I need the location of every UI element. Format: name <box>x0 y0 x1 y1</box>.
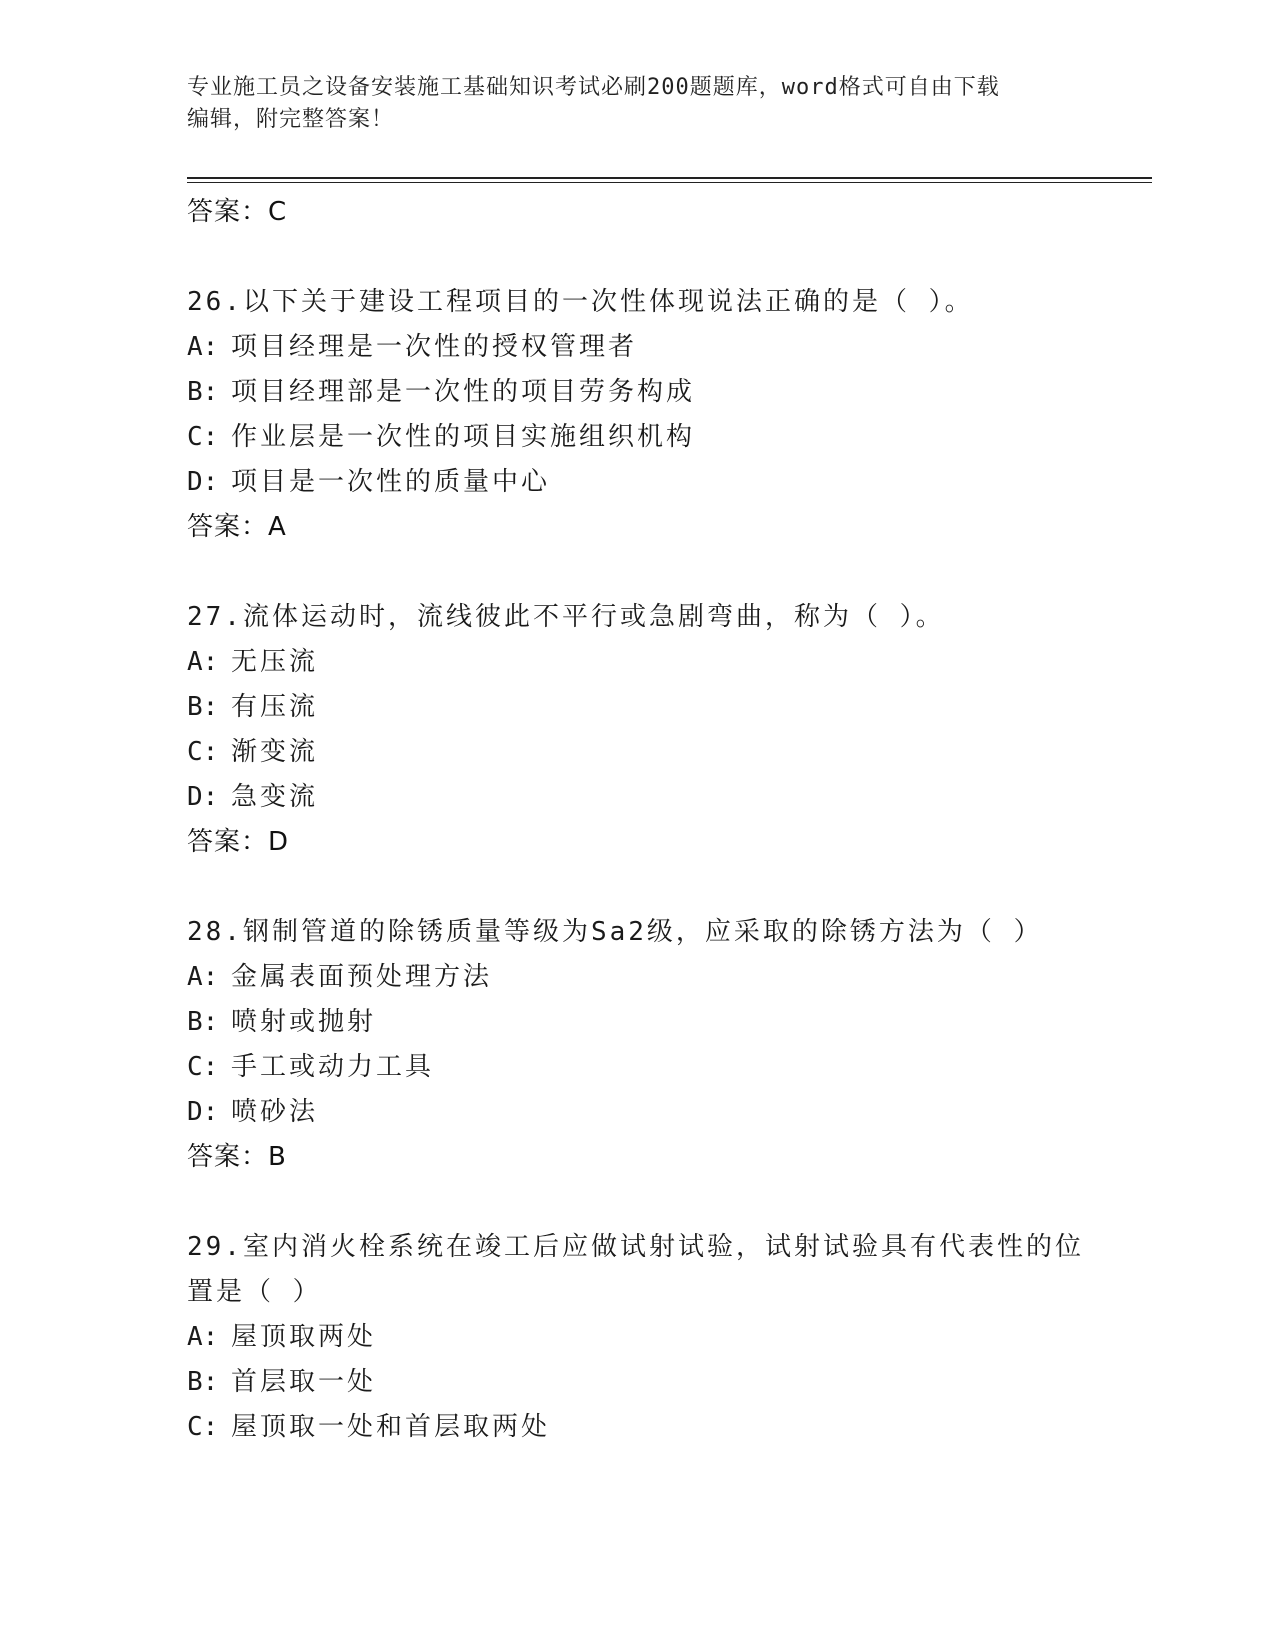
question-stem-line-1: 29.室内消火栓系统在竣工后应做试射试验，试射试验具有代表性的位 <box>187 1232 1084 1262</box>
question-stem: 28.钢制管道的除锈质量等级为Sa2级，应采取的除锈方法为（ ） <box>187 917 1043 947</box>
option-a <box>187 955 1087 1000</box>
option-letter: C: <box>187 1052 219 1082</box>
option-letter: C: <box>187 1412 219 1442</box>
option-a <box>187 1315 1087 1360</box>
answer-line: 答案：D <box>187 827 290 857</box>
option-text: 首层取一处 <box>231 1367 377 1397</box>
header-divider-thin <box>187 182 1152 183</box>
option-text: 金属表面预处理方法 <box>231 962 493 992</box>
option-letter: D: <box>187 782 219 812</box>
option-text: 手工或动力工具 <box>231 1052 435 1082</box>
option-a <box>187 325 1087 370</box>
option-c <box>187 1045 1087 1090</box>
option-b <box>187 1360 1087 1405</box>
option-text: 屋顶取两处 <box>231 1322 377 1352</box>
option-c <box>187 415 1087 460</box>
question-29 <box>187 1225 1087 1450</box>
option-d <box>187 1090 1087 1135</box>
option-c <box>187 730 1087 775</box>
option-text: 无压流 <box>231 647 319 677</box>
option-letter: B: <box>187 377 219 407</box>
option-text: 喷射或抛射 <box>231 1007 377 1037</box>
question-27 <box>187 595 1087 864</box>
option-text: 项目经理是一次性的授权管理者 <box>231 332 638 362</box>
option-text: 有压流 <box>231 692 319 722</box>
option-b <box>187 685 1087 730</box>
option-text: 喷砂法 <box>231 1097 319 1127</box>
option-d <box>187 460 1087 505</box>
option-text: 项目是一次性的质量中心 <box>231 467 551 497</box>
option-letter: B: <box>187 692 219 722</box>
option-text: 作业层是一次性的项目实施组织机构 <box>231 422 696 452</box>
question-28 <box>187 910 1087 1179</box>
option-letter: A: <box>187 647 219 677</box>
question-stem <box>187 1225 1087 1315</box>
option-letter: D: <box>187 1097 219 1127</box>
question-stem-line-2: 置是（ ） <box>187 1277 322 1307</box>
answer-line: 答案：A <box>187 512 287 542</box>
header-title-line-2: 编辑，附完整答案！ <box>187 107 395 132</box>
document-header <box>187 72 1067 136</box>
option-text: 屋顶取一处和首层取两处 <box>231 1412 551 1442</box>
option-d <box>187 775 1087 820</box>
question-list <box>187 190 1087 1450</box>
option-a <box>187 640 1087 685</box>
option-b <box>187 370 1087 415</box>
previous-answer: 答案：C <box>187 197 288 227</box>
option-letter: D: <box>187 467 219 497</box>
option-letter: B: <box>187 1367 219 1397</box>
answer-line: 答案：B <box>187 1142 287 1172</box>
option-text: 项目经理部是一次性的项目劳务构成 <box>231 377 696 407</box>
option-letter: B: <box>187 1007 219 1037</box>
option-letter: C: <box>187 737 219 767</box>
option-letter: A: <box>187 962 219 992</box>
option-letter: C: <box>187 422 219 452</box>
option-letter: A: <box>187 1322 219 1352</box>
option-text: 渐变流 <box>231 737 319 767</box>
option-letter: A: <box>187 332 219 362</box>
option-b <box>187 1000 1087 1045</box>
question-stem: 27.流体运动时，流线彼此不平行或急剧弯曲，称为（ ）。 <box>187 602 945 632</box>
header-title-line-1: 专业施工员之设备安装施工基础知识考试必刷200题题库，word格式可自由下载 <box>187 75 1000 100</box>
header-divider <box>187 177 1152 179</box>
option-text: 急变流 <box>231 782 319 812</box>
question-26 <box>187 280 1087 549</box>
question-stem: 26.以下关于建设工程项目的一次性体现说法正确的是（ ）。 <box>187 287 974 317</box>
option-c <box>187 1405 1087 1450</box>
